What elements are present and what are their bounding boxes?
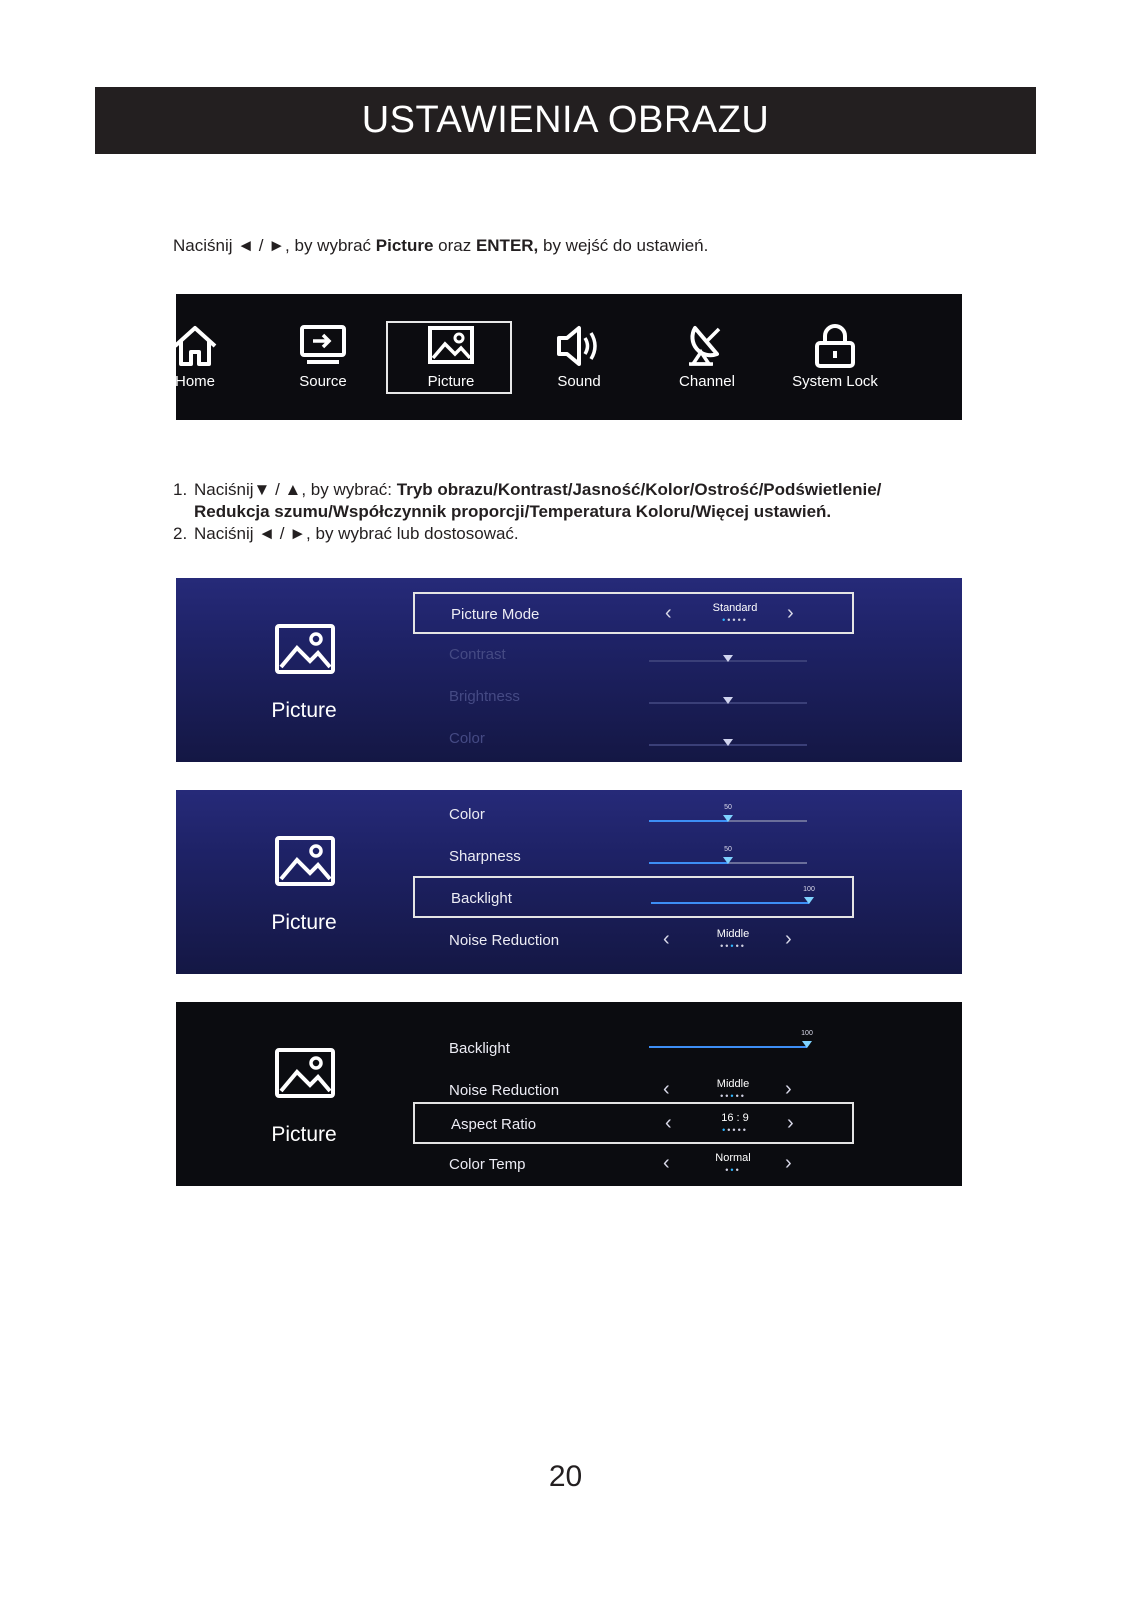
chevron-left-icon[interactable]: ‹ [665, 602, 672, 624]
intro-bold-picture: Picture [375, 236, 434, 255]
slider-fill [649, 862, 728, 864]
option-label: Color Temp [449, 1156, 526, 1173]
slider-track[interactable] [649, 846, 807, 864]
menu-item-label: System Lock [792, 373, 878, 390]
slider-thumb[interactable] [723, 697, 733, 705]
menu-item-label: Sound [557, 373, 601, 390]
option-label: Color [449, 730, 485, 747]
option-contrast[interactable] [413, 634, 854, 676]
slider-value: 50 [724, 846, 732, 853]
chevron-right-icon[interactable]: › [787, 602, 794, 624]
menu-item-label: Channel [679, 373, 735, 390]
padlock-icon [811, 324, 859, 368]
option-brightness[interactable] [413, 676, 854, 718]
menu-item-channel[interactable] [642, 294, 772, 420]
option-label: Sharpness [449, 848, 521, 865]
slider-fill [649, 1046, 807, 1048]
slider-track[interactable] [649, 744, 807, 746]
option-picture-mode[interactable] [413, 592, 854, 634]
option-backlight[interactable] [413, 1028, 854, 1070]
timer-icon [939, 324, 987, 368]
slider-track[interactable] [649, 660, 807, 662]
menu-item-home[interactable] [130, 294, 260, 420]
intro-part1: Naciśnij ◄ / ►, by wybrać [173, 236, 376, 255]
option-value: Standard [712, 602, 758, 614]
slider-track[interactable] [649, 1030, 813, 1048]
option-label: Noise Reduction [449, 932, 560, 949]
slider-track[interactable] [649, 804, 807, 822]
option-label: Backlight [449, 1040, 510, 1057]
picture-settings-panel-3 [176, 1002, 962, 1186]
intro-part3: by wejść do ustawień. [538, 236, 709, 255]
option-label: Backlight [451, 890, 512, 907]
option-value: Middle [716, 1078, 750, 1090]
panel-title: Picture [271, 699, 337, 722]
page-number: 20 [548, 1460, 583, 1493]
menu-item-timer[interactable] [898, 294, 1028, 420]
page-header [95, 87, 1036, 154]
instruction-steps [173, 479, 881, 545]
option-label: Color [449, 806, 485, 823]
option-value: 16 : 9 [721, 1112, 749, 1124]
slider-fill [649, 820, 728, 822]
slider-thumb[interactable] [802, 1041, 812, 1049]
option-label: Picture Mode [451, 606, 540, 623]
step-number: 2. [173, 524, 188, 543]
slider-thumb[interactable] [723, 655, 733, 663]
option-value: Normal [715, 1152, 751, 1164]
option-aspect-ratio[interactable] [413, 1102, 854, 1144]
value-dots: ••• [725, 1165, 741, 1175]
chevron-right-icon[interactable]: › [785, 1152, 792, 1174]
chevron-left-icon[interactable]: ‹ [663, 1152, 670, 1174]
chevron-right-icon[interactable]: › [785, 928, 792, 950]
slider-thumb[interactable] [723, 857, 733, 865]
chevron-left-icon[interactable]: ‹ [665, 1112, 672, 1134]
step-2-text: Naciśnij ◄ / ►, by wybrać lub dostosować. [194, 524, 519, 543]
option-label: Brightness [449, 688, 520, 705]
step-2 [173, 523, 881, 545]
chevron-left-icon[interactable]: ‹ [663, 928, 670, 950]
slider-value: 50 [724, 804, 732, 811]
panel-title: Picture [271, 911, 337, 934]
home-icon [171, 324, 219, 368]
picture-settings-panel-2 [176, 790, 962, 974]
option-noise-reduction[interactable] [413, 920, 854, 962]
menu-item-sound[interactable] [514, 294, 644, 420]
step-1-text: Naciśnij▼ / ▲, by wybrać: [194, 480, 397, 499]
menu-item-label: Home [174, 373, 215, 390]
value-dots: ••••• [720, 1091, 746, 1101]
menu-item-label: Picture [427, 373, 475, 390]
value-dots: ••••• [722, 1125, 748, 1135]
selection-frame [386, 321, 512, 394]
slider-value: 100 [801, 1030, 813, 1037]
value-dots: ••••• [720, 941, 746, 951]
option-color-temp[interactable] [413, 1144, 854, 1186]
step-number: 1. [173, 480, 188, 499]
menu-item-source[interactable] [258, 294, 388, 420]
option-sharpness[interactable] [413, 836, 854, 878]
value-dots: ••••• [722, 615, 748, 625]
chevron-right-icon[interactable]: › [787, 1112, 794, 1134]
picture-icon [274, 1047, 336, 1099]
page-title: USTAWIENIA OBRAZU [361, 99, 770, 141]
source-icon [299, 324, 347, 368]
chevron-left-icon[interactable]: ‹ [663, 1078, 670, 1100]
step-1 [173, 479, 881, 523]
slider-thumb[interactable] [723, 815, 733, 823]
slider-thumb[interactable] [804, 897, 814, 905]
intro-part2: oraz [433, 236, 476, 255]
option-value: Middle [716, 928, 750, 940]
option-backlight[interactable] [413, 876, 854, 918]
slider-track[interactable] [651, 886, 815, 904]
step-1-bold-line1: Tryb obrazu/Kontrast/Jasność/Kolor/Ostrość/Podświetlenie/ [396, 480, 882, 499]
option-label: Contrast [449, 646, 506, 663]
satellite-dish-icon [683, 324, 731, 368]
slider-thumb[interactable] [723, 739, 733, 747]
slider-value: 100 [803, 886, 815, 893]
panel-title: Picture [271, 1123, 337, 1146]
tv-main-menu-bar [174, 294, 998, 420]
picture-settings-panel-1 [176, 578, 962, 762]
menu-item-label: Tim [972, 373, 998, 390]
option-color[interactable] [413, 794, 854, 836]
slider-fill [651, 902, 809, 904]
speaker-icon [555, 324, 603, 368]
intro-text [173, 236, 708, 256]
picture-icon [274, 835, 336, 887]
option-label: Aspect Ratio [451, 1116, 537, 1133]
option-color[interactable] [413, 718, 854, 760]
step-1-bold-line2: Redukcja szumu/Współczynnik proporcji/Temperatura Koloru/Więcej ustawień. [194, 502, 832, 521]
slider-track[interactable] [649, 702, 807, 704]
picture-icon [274, 623, 336, 675]
menu-item-picture[interactable] [386, 294, 516, 420]
menu-item-label: Source [299, 373, 347, 390]
option-label: Noise Reduction [449, 1082, 560, 1099]
chevron-right-icon[interactable]: › [785, 1078, 792, 1100]
menu-item-system-lock[interactable] [770, 294, 900, 420]
intro-bold-enter: ENTER, [475, 236, 539, 255]
